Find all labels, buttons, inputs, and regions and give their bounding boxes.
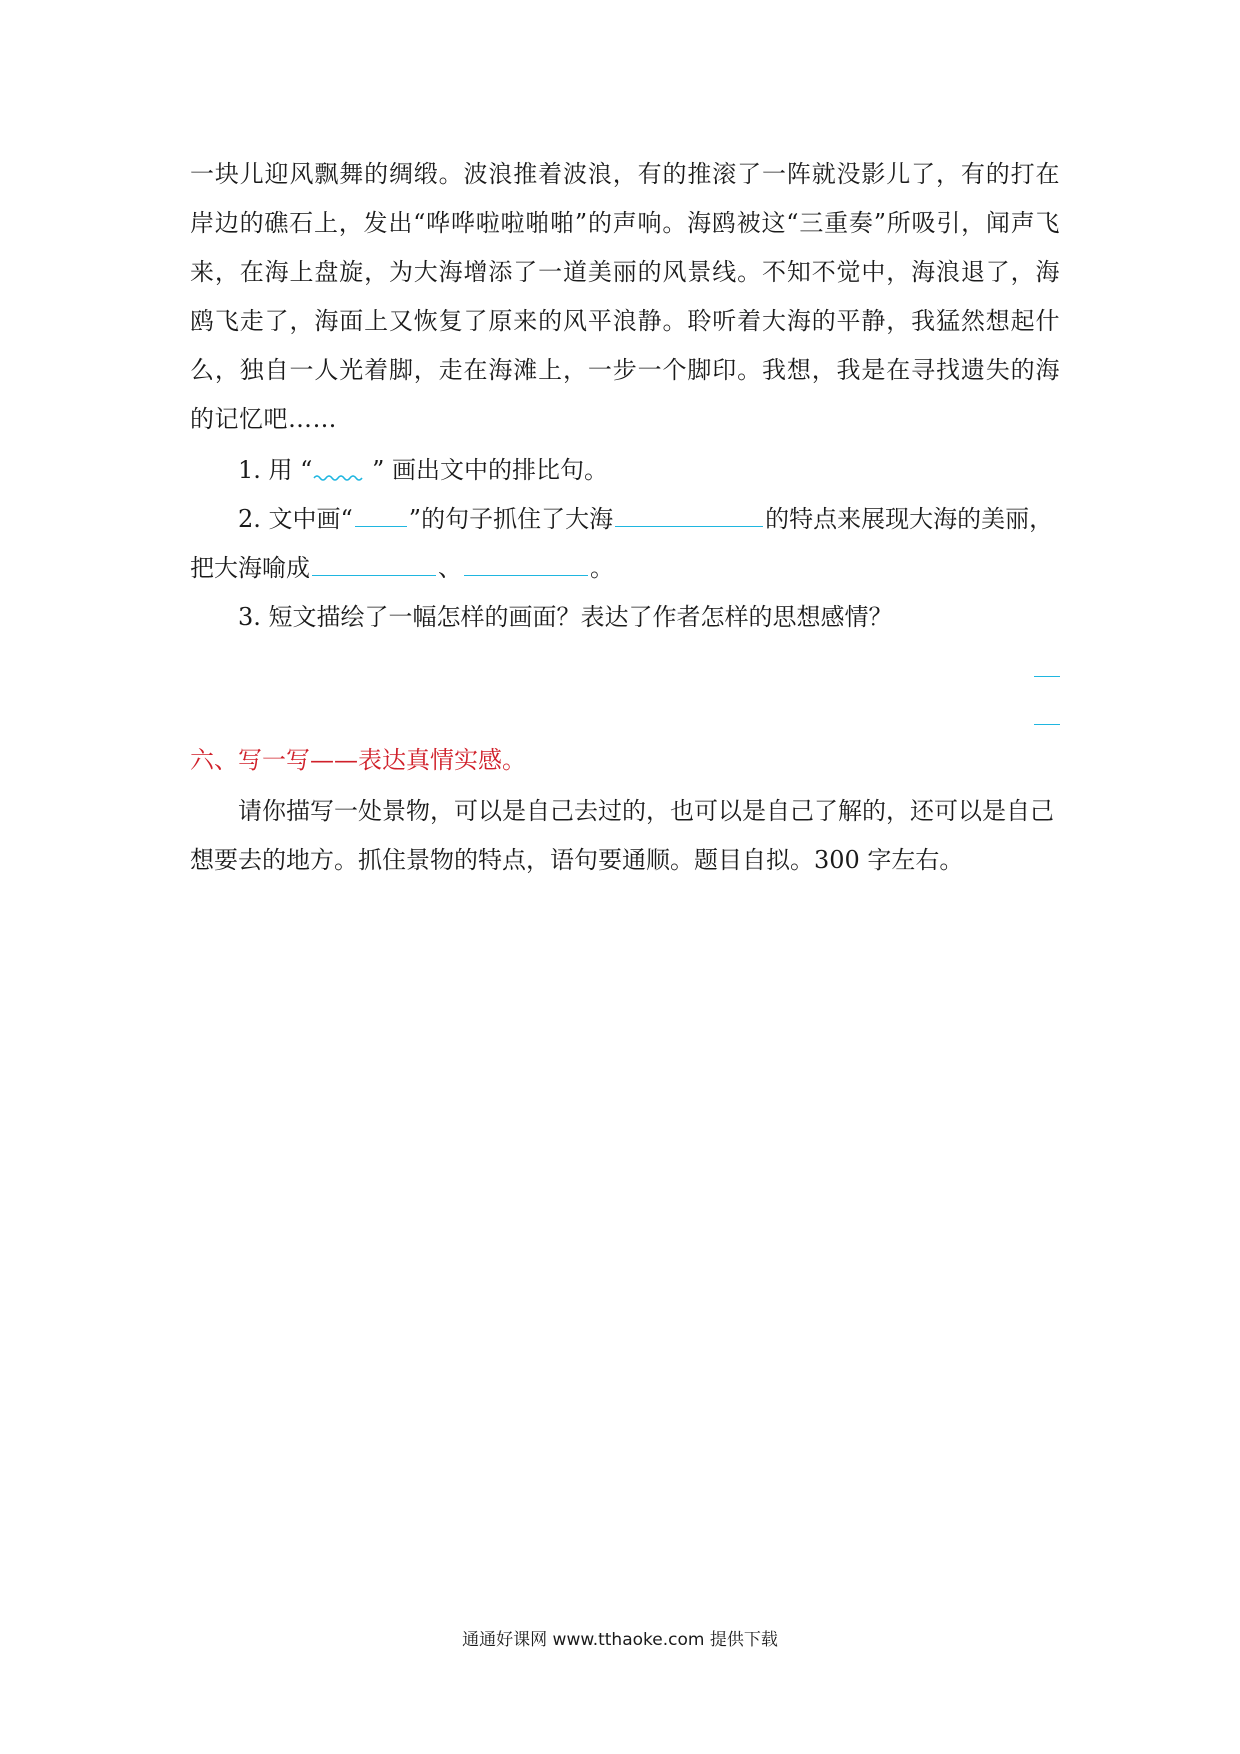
answer-line-1[interactable] [1034, 676, 1060, 677]
question-1 [190, 446, 1060, 495]
question-2-part1: 2. 文中画“ [238, 505, 353, 533]
question-2-part4: 把大海喻成 [190, 554, 310, 582]
reading-passage [190, 150, 1060, 444]
question-3-text: 3. 短文描绘了一幅怎样的画面？表达了作者怎样的思想感情？ [238, 603, 893, 631]
question-1-prefix: 1. 用 “ [238, 456, 313, 484]
footer-text: 通通好课网 www.tthaoke.com 提供下载 [462, 1630, 778, 1650]
wavy-underline-sample [312, 452, 364, 478]
answer-line-2[interactable] [1034, 724, 1060, 725]
section-six-heading: 六、写一写——表达真情实感。 [190, 746, 526, 774]
answer-blank-feature[interactable] [615, 500, 763, 527]
question-3 [190, 593, 1060, 642]
question-2-part3: 的特点来展现大海的美丽， [765, 505, 1054, 533]
passage-text: 一块儿迎风飘舞的绸缎。波浪推着波浪，有的推滚了一阵就没影儿了，有的打在岸边的礁石上，发出“哗哗啦啦啪啪”的声响。海鸥被这“三重奏”所吸引，闻声飞来，在海上盘旋，为大海增添了一道美丽的风景线。不知不觉中，海浪退了，海鸥飞走了，海面上又恢复了原来的风平浪静。聆听着大海的平静，我猛然想起什么，独自一人光着脚，走在海滩上，一步一个脚印。我想，我是在寻找遗失的海的记忆吧…… [190, 160, 1060, 433]
writing-prompt [190, 787, 1060, 885]
page-footer [0, 1625, 1240, 1650]
answer-blank-metaphor-2[interactable] [464, 549, 588, 576]
question-2 [190, 495, 1060, 544]
straight-underline-sample [355, 500, 407, 527]
question-2-sep: 、 [438, 554, 462, 582]
question-list [190, 446, 1060, 642]
answer-blank-metaphor-1[interactable] [312, 549, 436, 576]
question-1-suffix: ” 画出文中的排比句。 [364, 456, 608, 484]
writing-prompt-text: 请你描写一处景物，可以是自己去过的，也可以是自己了解的，还可以是自己想要去的地方。抓住景物的特点，语句要通顺。题目自拟。300 字左右。 [190, 797, 1054, 874]
question-2-continued [190, 544, 1060, 593]
question-2-end: 。 [590, 554, 614, 582]
question-2-part2: ”的句子抓住了大海 [408, 505, 614, 533]
